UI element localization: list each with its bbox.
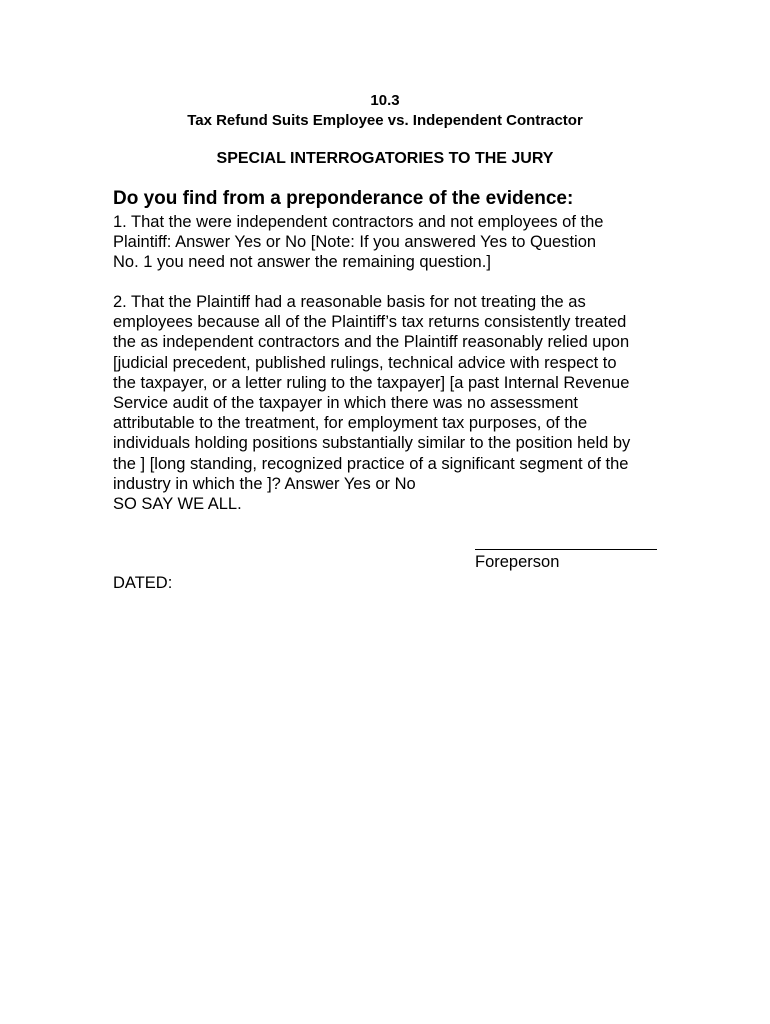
question-1-line: No. 1 you need not answer the remaining question.] bbox=[113, 253, 491, 272]
question-2 bbox=[113, 292, 673, 494]
question-2-line: employees because all of the Plaintiff’s tax returns consistently treated bbox=[113, 313, 627, 332]
question-1 bbox=[113, 212, 673, 273]
dated-label: DATED: bbox=[113, 574, 173, 592]
question-lead: Do you find from a preponderance of the evidence: bbox=[113, 188, 574, 209]
document-heading: SPECIAL INTERROGATORIES TO THE JURY bbox=[216, 150, 554, 167]
question-2-line: industry in which the ]? Answer Yes or No bbox=[113, 474, 416, 493]
signature-label: Foreperson bbox=[475, 553, 560, 571]
question-2-line: individuals holding positions substantially similar to the position held by bbox=[113, 434, 631, 453]
question-2-line: attributable to the treatment, for employment tax purposes, of the bbox=[113, 414, 588, 433]
question-2-line: 2. That the Plaintiff had a reasonable basis for not treating the as bbox=[113, 293, 586, 311]
question-2-line: [judicial precedent, published rulings, technical advice with respect to bbox=[113, 353, 617, 372]
document-title: Tax Refund Suits Employee vs. Independent Contractor bbox=[187, 112, 583, 129]
question-2-line: the ] [long standing, recognized practice of a significant segment of the bbox=[113, 454, 629, 473]
signature-line bbox=[475, 549, 657, 550]
section-number: 10.3 bbox=[370, 92, 400, 109]
question-2-line: the as independent contractors and the Plaintiff reasonably relied upon bbox=[113, 333, 630, 352]
closing-statement: SO SAY WE ALL. bbox=[113, 495, 242, 513]
question-1-line: 1. That the were independent contractors and not employees of the bbox=[113, 213, 604, 231]
question-1-line: Plaintiff: Answer Yes or No [Note: If you answered Yes to Question bbox=[113, 233, 597, 252]
question-2-line: Service audit of the taxpayer in which there was no assessment bbox=[113, 394, 578, 413]
question-2-line: the taxpayer, or a letter ruling to the taxpayer] [a past Internal Revenue bbox=[113, 373, 630, 392]
